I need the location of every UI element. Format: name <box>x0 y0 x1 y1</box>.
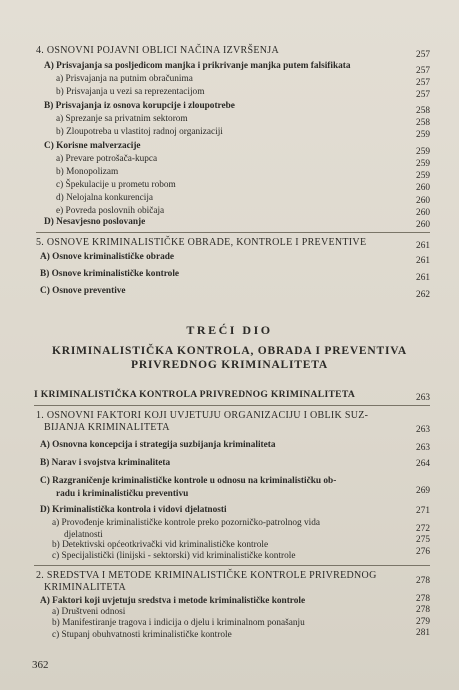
toc-entry: c) Specijalistički (linijski - sektorski) vid kriminalističke kontrole <box>52 551 296 561</box>
toc-entry-cont: djelatnosti <box>64 530 103 540</box>
toc-entry: B) Prisvajanja iz osnova korupcije i zloupotrebe <box>44 101 235 111</box>
toc-entry: C) Korisne malverzacije <box>44 141 141 151</box>
page-ref: 275 <box>416 535 430 545</box>
toc-entry: b) Detektivski općeotkrivački vid kriminalističke kontrole <box>52 540 269 550</box>
toc-entry: A) Osnove kriminalističke obrade <box>40 252 175 262</box>
divider <box>36 232 430 233</box>
toc-entry: b) Monopolizam <box>56 167 119 177</box>
page-ref: 259 <box>416 159 430 169</box>
page-ref: 278 <box>416 605 430 615</box>
toc-entry: b) Prisvajanja u vezi sa reprezentacijom <box>56 87 205 97</box>
divider <box>34 405 430 406</box>
page-ref: 259 <box>416 147 430 157</box>
toc-entry: c) Špekulacije u prometu robom <box>56 180 176 190</box>
toc-entry: A) Osnovna koncepcija i strategija suzbijanja kriminaliteta <box>40 440 276 450</box>
page-ref: 263 <box>416 425 430 435</box>
page-ref: 276 <box>416 547 430 557</box>
toc-entry: A) Prisvajanja sa posljedicom manjka i prikrivanje manjka putem falsifikata <box>44 61 351 71</box>
toc-entry-cont: radu i kriminalističku preventivu <box>56 489 189 499</box>
page-ref: 261 <box>416 241 430 251</box>
toc-entry: C) Razgraničenje kriminalističke kontrole u odnosu na kriminalističku ob- <box>40 476 337 486</box>
toc-section-2-cont: KRIMINALITETA <box>44 582 126 593</box>
page-ref: 259 <box>416 130 430 140</box>
toc-entry: a) Prisvajanja na putnim obračunima <box>56 74 193 84</box>
page-ref: 259 <box>416 171 430 181</box>
toc-section-1: 1. OSNOVNI FAKTORI KOJI UVJETUJU ORGANIZACIJU I OBLIK SUZ- <box>36 410 369 421</box>
toc-entry: A) Faktori koji uvjetuju sredstva i metode kriminalističke kontrole <box>40 596 306 606</box>
page-ref: 260 <box>416 196 430 206</box>
toc-entry: a) Provođenje kriminalističke kontrole preko pozorničko-patrolnog vida <box>52 518 320 528</box>
page-ref: 257 <box>416 90 430 100</box>
part-heading: TREĆI DIO <box>186 323 273 337</box>
part-title-line1: KRIMINALISTIČKA KONTROLA, OBRADA I PREVENTIVA <box>52 345 407 357</box>
page-ref: 279 <box>416 617 430 627</box>
divider <box>34 565 430 566</box>
page-ref: 260 <box>416 208 430 218</box>
toc-section-2: 2. SREDSTVA I METODE KRIMINALISTIČKE KONTROLE PRIVREDNOG <box>36 570 377 581</box>
toc-entry: D) Nesavjesno poslovanje <box>44 217 146 227</box>
page-ref: 258 <box>416 118 430 128</box>
page-ref: 263 <box>416 393 430 403</box>
toc-entry: B) Osnove kriminalističke kontrole <box>40 269 180 279</box>
page-ref: 271 <box>416 506 430 516</box>
page-ref: 261 <box>416 273 430 283</box>
toc-entry: a) Prevare potrošača-kupca <box>56 154 158 164</box>
page-ref: 260 <box>416 183 430 193</box>
toc-entry: c) Stupanj obuhvatnosti kriminalističke kontrole <box>52 630 232 640</box>
page-ref: 261 <box>416 256 430 266</box>
part-title-line2: PRIVREDNOG KRIMINALITETA <box>131 359 328 371</box>
toc-entry: b) Zloupotreba u vlastitoj radnoj organizaciji <box>56 127 223 137</box>
toc-entry: C) Osnove preventive <box>40 286 126 296</box>
page-ref: 257 <box>416 66 430 76</box>
page-ref: 258 <box>416 106 430 116</box>
page-ref: 278 <box>416 576 430 586</box>
page-ref: 262 <box>416 290 430 300</box>
page-ref: 257 <box>416 50 430 60</box>
toc-entry: b) Manifestiranje tragova i indicija o djelu i kriminalnom ponašanju <box>52 618 305 628</box>
toc-entry: B) Narav i svojstva kriminaliteta <box>40 458 171 468</box>
toc-entry: d) Nelojalna konkurencija <box>56 193 154 203</box>
page-ref: 264 <box>416 459 430 469</box>
toc-chapter-I: I KRIMINALISTIČKA KONTROLA PRIVREDNOG KRIMINALITETA <box>34 389 356 400</box>
toc-entry: a) Društveni odnosi <box>52 607 126 617</box>
page-ref: 257 <box>416 78 430 88</box>
page-number: 362 <box>32 659 49 671</box>
toc-section-1-cont: BIJANJA KRIMINALITETA <box>44 422 170 433</box>
toc-entry: e) Povreda poslovnih običaja <box>56 206 165 216</box>
page-ref: 260 <box>416 220 430 230</box>
toc-entry: a) Sprezanje sa privatnim sektorom <box>56 114 188 124</box>
toc-section-5: 5. OSNOVE KRIMINALISTIČKE OBRADE, KONTROLE I PREVENTIVE <box>36 237 367 248</box>
page-ref: 281 <box>416 628 430 638</box>
page-ref: 272 <box>416 524 430 534</box>
page-ref: 263 <box>416 443 430 453</box>
toc-section-4: 4. OSNOVNI POJAVNI OBLICI NAČINA IZVRŠENJA <box>36 45 279 56</box>
page-ref: 269 <box>416 486 430 496</box>
toc-entry: D) Kriminalistička kontrola i vidovi djelatnosti <box>40 505 227 515</box>
page-ref: 278 <box>416 594 430 604</box>
